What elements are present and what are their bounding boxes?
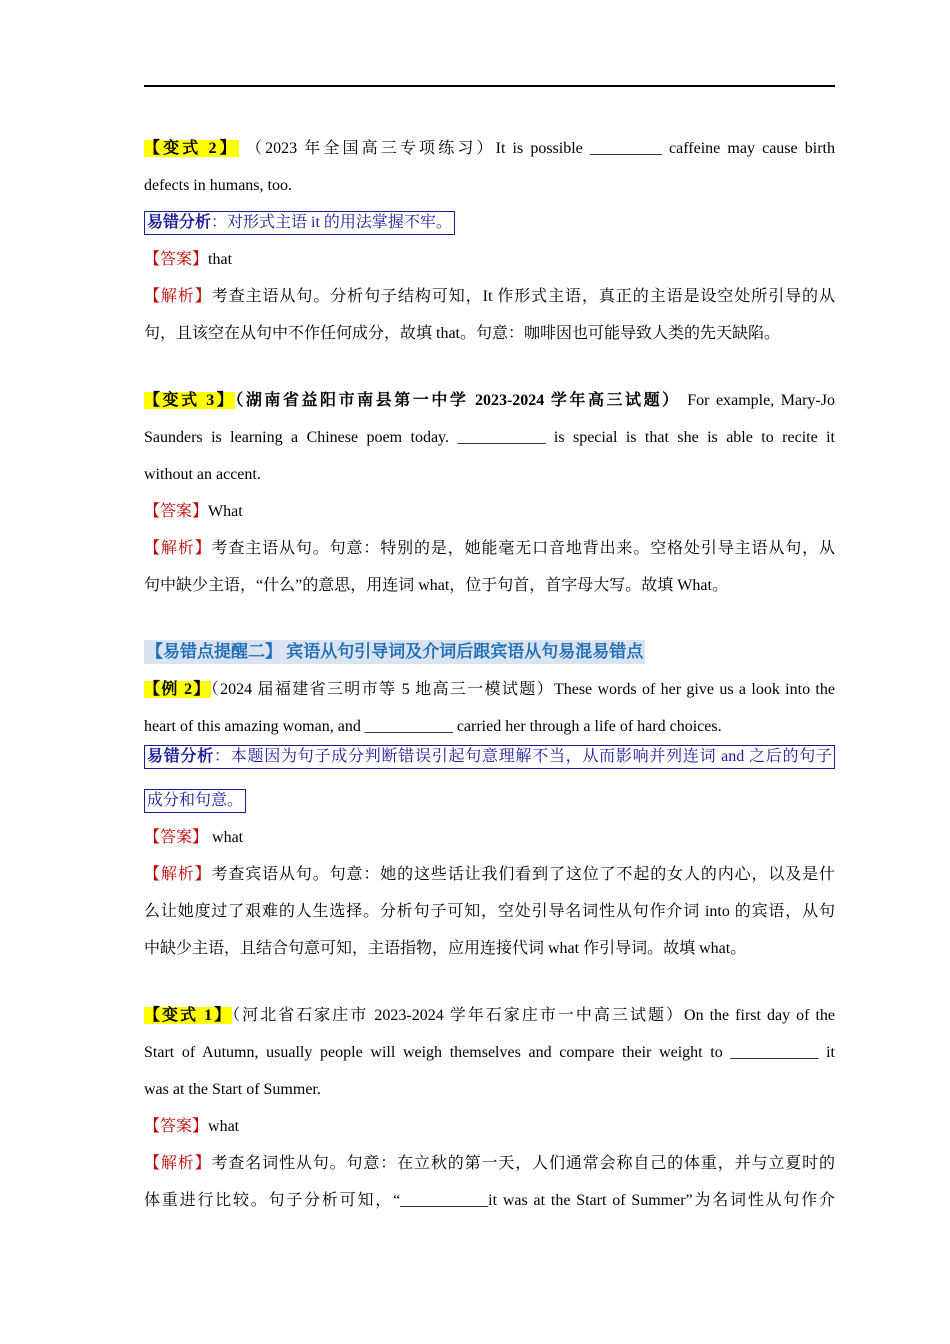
header-rule	[144, 85, 835, 87]
example-2-error-line-1	[144, 745, 835, 782]
example-2-question: （2024 届福建省三明市等 5 地高三一模试题）These words of her give us a look into the	[210, 681, 835, 698]
variant-3-analysis-2: 句中缺少主语，“什么”的意思，用连词 what，位于句首，首字母大写。故填 What。	[144, 577, 728, 594]
answer-value: what	[208, 829, 244, 846]
example-2-error-box-1	[144, 745, 835, 769]
variant-1-line-1	[144, 997, 835, 1034]
variant-1-question: （河北省石家庄市 2023-2024 学年石家庄市一中高三试题）On the first day of the	[232, 1007, 835, 1024]
answer-tag: 【答案】	[144, 503, 209, 520]
variant-3-question-start: For example, Mary-Jo	[680, 392, 835, 409]
answer-tag: 【答案】	[144, 251, 209, 268]
example-2-tag: 【例 2】	[144, 681, 211, 698]
answer-tag: 【答案】	[144, 1118, 209, 1135]
analysis-tag: 【解析】	[144, 866, 212, 883]
variant-1-line-3: was at the Start of Summer.	[144, 1081, 321, 1098]
analysis-tag: 【解析】	[144, 1155, 212, 1172]
analysis-tag: 【解析】	[144, 288, 212, 305]
variant-2-error-analysis-line	[144, 204, 835, 241]
variant-2-line-1	[144, 130, 835, 167]
variant-3-line-2: Saunders is learning a Chinese poem today. ___________ is special is that she is able to recite it	[144, 429, 835, 446]
variant-2-tag: 【变式 2】	[144, 140, 239, 157]
variant-2-error-box	[144, 211, 455, 235]
variant-3-answer	[144, 493, 835, 530]
variant-1-analysis-1	[144, 1145, 835, 1182]
content	[144, 130, 835, 1219]
example-2-line-1	[144, 671, 835, 708]
variant-2-analysis-1	[144, 278, 835, 315]
variant-2-answer	[144, 241, 835, 278]
answer-tag: 【答案】	[144, 829, 209, 846]
section-heading-line	[144, 634, 835, 671]
error-analysis-label: 易错分析	[147, 748, 214, 765]
variant-3-tag: 【变式 3】	[144, 392, 236, 409]
variant-3-source: （湖南省益阳市南县第一中学 2023-2024 学年高三试题）	[235, 392, 681, 409]
example-2-error-box-2: 成分和句意。	[144, 789, 246, 813]
example-2-line-2: heart of this amazing woman, and ___________ carried her through a life of hard choices.	[144, 718, 722, 735]
example-2-answer	[144, 819, 835, 856]
answer-value: what	[208, 1118, 240, 1135]
section-heading: 【易错点提醒二】 宾语从句引导词及介词后跟宾语从句易混易错点	[144, 640, 645, 664]
error-analysis-text: ：本题因为句子成分判断错误引起句意理解不当，从而影响并列连词 and 之后的句子	[214, 748, 832, 765]
analysis-text: 考查主语从句。分析句子结构可知，It 作形式主语，真正的主语是设空处所引导的从	[211, 288, 835, 305]
answer-value: What	[208, 503, 243, 520]
variant-3-line-1	[144, 382, 835, 419]
variant-3-line-3: without an accent.	[144, 466, 261, 483]
analysis-text: 考查名词性从句。句意：在立秋的第一天，人们通常会称自己的体重，并与立夏时的	[211, 1155, 835, 1172]
example-2-analysis-1	[144, 856, 835, 893]
analysis-text: 考查主语从句。句意：特别的是，她能毫无口音地背出来。空格处引导主语从句，从	[211, 540, 835, 557]
example-2-analysis-2: 么让她度过了艰难的人生选择。分析句子可知，空处引导名词性从句作介词 into 的宾语，从句	[144, 903, 835, 920]
variant-2-line-2: defects in humans, too.	[144, 177, 292, 194]
analysis-tag: 【解析】	[144, 540, 212, 557]
error-analysis-label: 易错分析	[147, 214, 212, 231]
variant-2-analysis-2: 句，且该空在从句中不作任何成分，故填 that。句意：咖啡因也可能导致人类的先天缺陷。	[144, 325, 780, 342]
answer-value: that	[208, 251, 233, 268]
example-2-analysis-3: 中缺少主语，且结合句意可知，主语指物，应用连接代词 what 作引导词。故填 what。	[144, 940, 747, 957]
variant-1-answer	[144, 1108, 835, 1145]
analysis-text: 考查宾语从句。句意：她的这些话让我们看到了这位了不起的女人的内心，以及是什	[211, 866, 835, 883]
error-analysis-text: ：对形式主语 it 的用法掌握不牢。	[211, 214, 452, 231]
variant-2-question: （2023 年全国高三专项练习）It is possible _________ caffeine may cause birth	[238, 140, 835, 157]
variant-1-analysis-2: 体重进行比较。句子分析可知，“___________it was at the Start of Summer”为名词性从句作介	[144, 1192, 835, 1209]
variant-1-line-2: Start of Autumn, usually people will weigh themselves and compare their weight to ___________ it	[144, 1044, 835, 1061]
example-2-error-line-2	[144, 782, 835, 819]
variant-3-analysis-1	[144, 530, 835, 567]
variant-1-tag: 【变式 1】	[144, 1007, 233, 1024]
